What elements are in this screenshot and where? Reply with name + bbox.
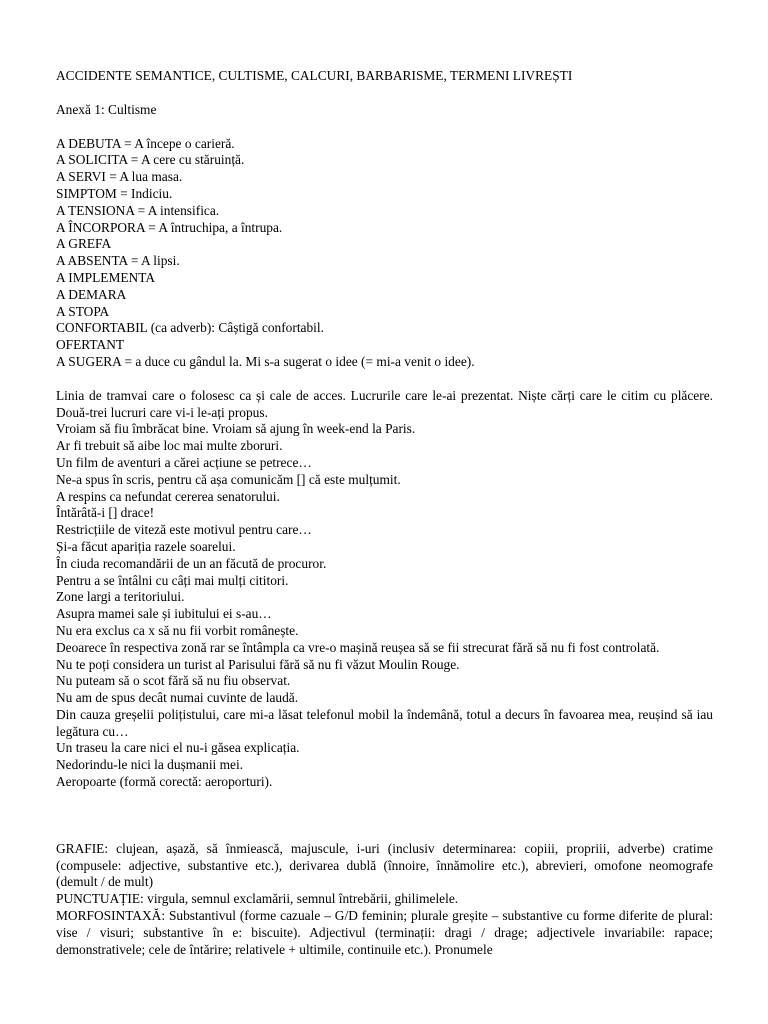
term-item: OFERTANT xyxy=(56,337,125,353)
term-item: A GREFA xyxy=(56,236,112,252)
sentence-item: Un traseu la care nici el nu-i găsea explicația. xyxy=(56,740,300,756)
sentence-item: Nu era exclus ca x să nu fii vorbit românește. xyxy=(56,622,299,638)
term-item: A DEMARA xyxy=(56,286,127,302)
sentence-item: Din cauza greșelii polițistului, care mi-a lăsat telefonul mobil la îndemână, totul a decurs în favoarea mea, reușind să iau legătura cu… xyxy=(56,706,713,739)
sentence-item: Zone largi a teritoriului. xyxy=(56,589,185,605)
sentence-item: Ar fi trebuit să aibe loc mai multe zboruri. xyxy=(56,438,283,454)
grammar-paragraph: PUNCTUAȚIE: virgula, semnul exclamării, semnul întrebării, ghilimelele. xyxy=(56,891,459,907)
grammar-section xyxy=(56,841,713,959)
sentence-item: Nu puteam să o scot fără să nu fiu observat. xyxy=(56,673,291,689)
grammar-paragraph: GRAFIE: clujean, așază, să înmiească, majuscule, i-uri (inclusiv determinarea: copiii, propriii, adverbe) cratime (compusele: adjective, substantive etc.), derivarea dublă (înnoire, înnămolire etc.), abrevieri, omofone neomografe (demult / de mult) xyxy=(56,840,713,890)
terms-list xyxy=(56,136,713,371)
section-spacer xyxy=(56,791,713,841)
term-item: A SUGERA = a duce cu gândul la. Mi s-a sugerat o idee (= mi-a venit o idee). xyxy=(56,353,475,369)
sentence-item: Vroiam să fiu îmbrăcat bine. Vroiam să ajung în week-end la Paris. xyxy=(56,421,416,437)
annex-heading: Anexă 1: Cultisme xyxy=(56,101,157,117)
sentence-item: Deoarece în respectiva zonă rar se întâmpla ca vre-o mașină reușea să se fii strecurat fără să nu fi fost controlată. xyxy=(56,639,660,655)
sentence-item: Aeropoarte (formă corectă: aeroporturi). xyxy=(56,774,273,790)
sentence-item: Ne-a spus în scris, pentru că așa comunicăm [] că este mulțumit. xyxy=(56,471,401,487)
sentence-item: A respins ca nefundat cererea senatorului. xyxy=(56,488,280,504)
term-item: A DEBUTA = A începe o carieră. xyxy=(56,135,235,151)
sentence-item: Nu te poți considera un turist al Parisului fără să nu fi văzut Moulin Rouge. xyxy=(56,656,460,672)
grammar-paragraph: MORFOSINTAXĂ: Substantivul (forme cazuale – G/D feminin; plurale greșite – substantive cu forme diferite de plural: vise / visuri; substantive în e: biscuite). Adjectivul (terminații: dragi / drage; adjectivele invariabile: rapace; demonstrativele; cele de întărire; relativele + ultimile, continuile etc.). Pronumele xyxy=(56,908,713,957)
term-item: A TENSIONA = A intensifica. xyxy=(56,202,220,218)
term-item: A SOLICITA = A cere cu stăruință. xyxy=(56,152,245,168)
sentence-item: Și-a făcut apariția razele soarelui. xyxy=(56,538,236,554)
term-item: CONFORTABIL (ca adverb): Câștigă confortabil. xyxy=(56,320,324,336)
term-item: A SERVI = A lua masa. xyxy=(56,169,183,185)
sentence-item: Un film de aventuri a cărei acțiune se petrece… xyxy=(56,454,312,470)
example-sentences-list xyxy=(56,388,713,791)
term-item: A IMPLEMENTA xyxy=(56,269,155,285)
sentence-item: Nedorindu-le nici la dușmanii mei. xyxy=(56,757,244,773)
term-item: A ABSENTA = A lipsi. xyxy=(56,253,180,269)
sentence-item: Linia de tramvai care o folosesc ca și cale de acces. Lucrurile care le-ai prezentat. Niște cărți care le citim cu plăcere. Două-trei lucruri care vi-i le-ați propus. xyxy=(56,387,713,420)
sentence-item: Restricțiile de viteză este motivul pentru care… xyxy=(56,522,312,538)
document-title: ACCIDENTE SEMANTICE, CULTISME, CALCURI, BARBARISME, TERMENI LIVREȘTI xyxy=(56,68,573,83)
term-item: A STOPA xyxy=(56,303,110,319)
sentence-item: Nu am de spus decât numai cuvinte de laudă. xyxy=(56,690,299,706)
document-content xyxy=(56,68,713,958)
sentence-item: În ciuda recomandării de un an făcută de procuror. xyxy=(56,555,327,571)
sentence-item: Asupra mamei sale și iubitului ei s-au… xyxy=(56,606,272,622)
term-item: A ÎNCORPORA = A întruchipa, a întrupa. xyxy=(56,219,283,235)
sentence-item: Întărâtă-i [] drace! xyxy=(56,505,155,521)
term-item: SIMPTOM = Indiciu. xyxy=(56,185,173,201)
sentence-item: Pentru a se întâlni cu câți mai mulți cititori. xyxy=(56,572,289,588)
